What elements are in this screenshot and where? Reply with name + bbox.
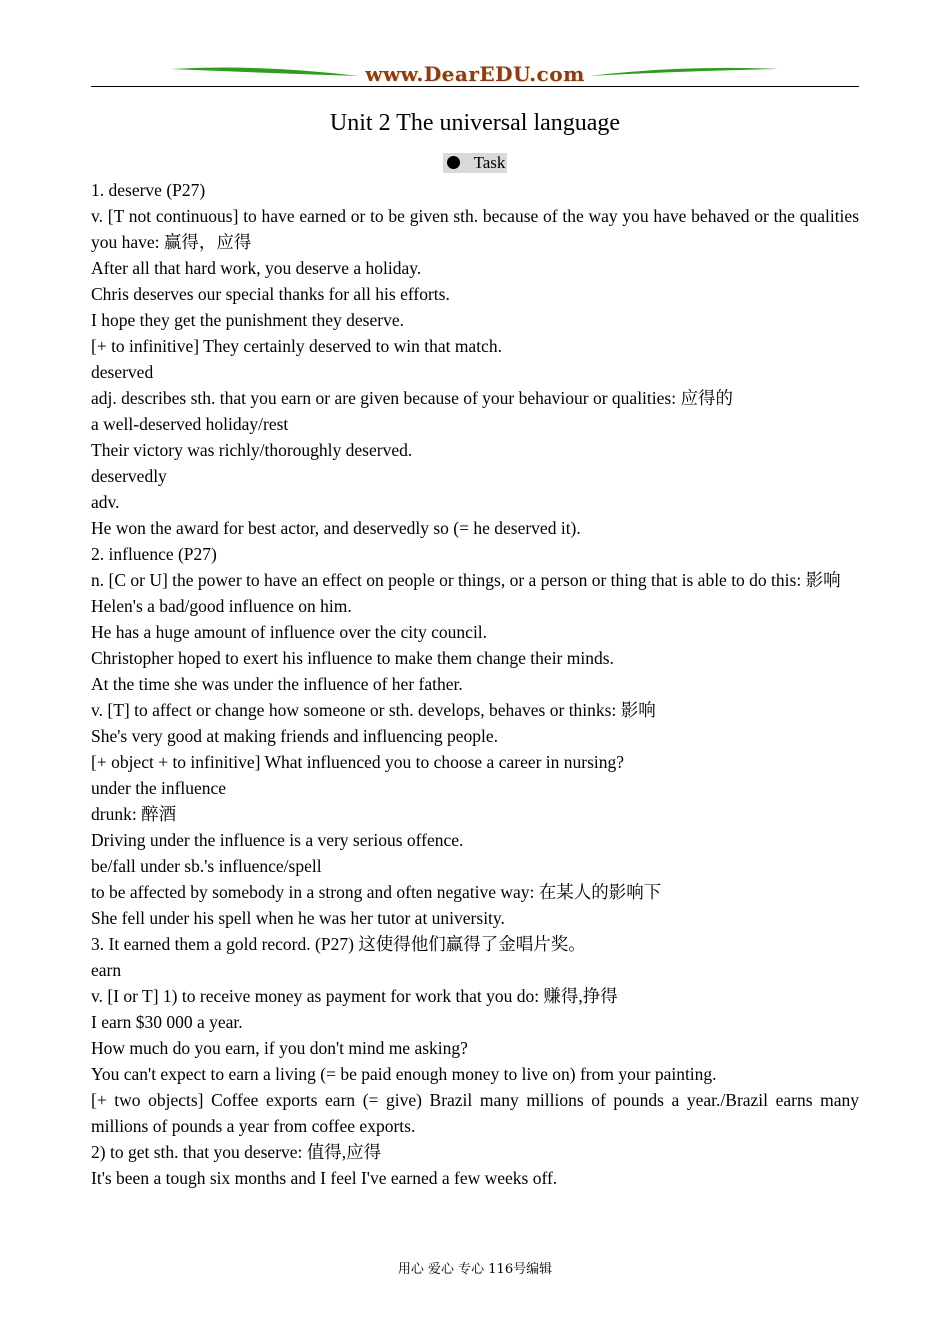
text-line: 1. deserve (P27) [91,180,206,200]
text-line: How much do you earn, if you don't mind me asking? [91,1038,468,1058]
text-line: He has a huge amount of influence over the city council. [91,622,488,642]
task-label: Task [473,153,506,172]
task-heading [0,153,950,173]
text-line: v. [T not continuous] to have earned or to be given sth. because of the way you have behaved or the qualities you have: 赢得，应得 [91,206,859,252]
text-line: n. [C or U] the power to have an effect on people or things, or a person or thing that is able to do this: 影响 [91,570,841,590]
text-line: She fell under his spell when he was her tutor at university. [91,908,505,928]
text-line: drunk: 醉酒 [91,804,177,824]
text-line: a well-deserved holiday/rest [91,414,289,434]
text-line: [+ object + to infinitive] What influenced you to choose a career in nursing? [91,752,625,772]
text-line: 2) to get sth. that you deserve: 值得,应得 [91,1142,382,1162]
text-line: v. [T] to affect or change how someone or sth. develops, behaves or thinks: 影响 [91,700,656,720]
page-header [91,60,859,90]
site-logo-text: www.DearEDU.com [365,62,585,86]
text-line: [+ two objects] Coffee exports earn (= give) Brazil many millions of pounds a year./Brazil earns many millions of pounds a year from coffee exports. [91,1090,859,1136]
text-line: adj. describes sth. that you earn or are given because of your behaviour or qualities: 应得的 [91,388,733,408]
text-line: to be affected by somebody in a strong and often negative way: 在某人的影响下 [91,882,662,902]
text-line: Their victory was richly/thoroughly deserved. [91,440,413,460]
bullet-icon [447,156,460,169]
text-line: Driving under the influence is a very serious offence. [91,830,464,850]
text-line: Chris deserves our special thanks for all his efforts. [91,284,450,304]
text-line: It's been a tough six months and I feel I've earned a few weeks off. [91,1168,558,1188]
text-line: deserved [91,362,154,382]
text-line: You can't expect to earn a living (= be paid enough money to live on) from your painting. [91,1064,717,1084]
text-line: Christopher hoped to exert his influence to make them change their minds. [91,648,614,668]
header-rule [91,86,859,87]
text-line: Helen's a bad/good influence on him. [91,596,352,616]
text-line: [+ to infinitive] They certainly deserved to win that match. [91,336,502,356]
page-title: Unit 2 The universal language [329,110,621,136]
text-line: be/fall under sb.'s influence/spell [91,856,322,876]
text-line: She's very good at making friends and influencing people. [91,726,499,746]
text-line: He won the award for best actor, and deservedly so (= he deserved it). [91,518,581,538]
text-line: 2. influence (P27) [91,544,217,564]
text-line: deservedly [91,466,167,486]
text-line: under the influence [91,778,227,798]
text-line: At the time she was under the influence of her father. [91,674,463,694]
page-footer: 用心 爱心 专心 116号编辑 [397,1262,553,1277]
text-line: earn [91,960,122,980]
text-line: adv. [91,492,120,512]
document-body [91,177,859,1191]
text-line: After all that hard work, you deserve a holiday. [91,258,422,278]
text-line: 3. It earned them a gold record. (P27) 这使得他们赢得了金唱片奖。 [91,934,586,954]
text-line: I earn $30 000 a year. [91,1012,243,1032]
text-line: v. [I or T] 1) to receive money as payment for work that you do: 赚得,挣得 [91,986,618,1006]
text-line: I hope they get the punishment they deserve. [91,310,404,330]
